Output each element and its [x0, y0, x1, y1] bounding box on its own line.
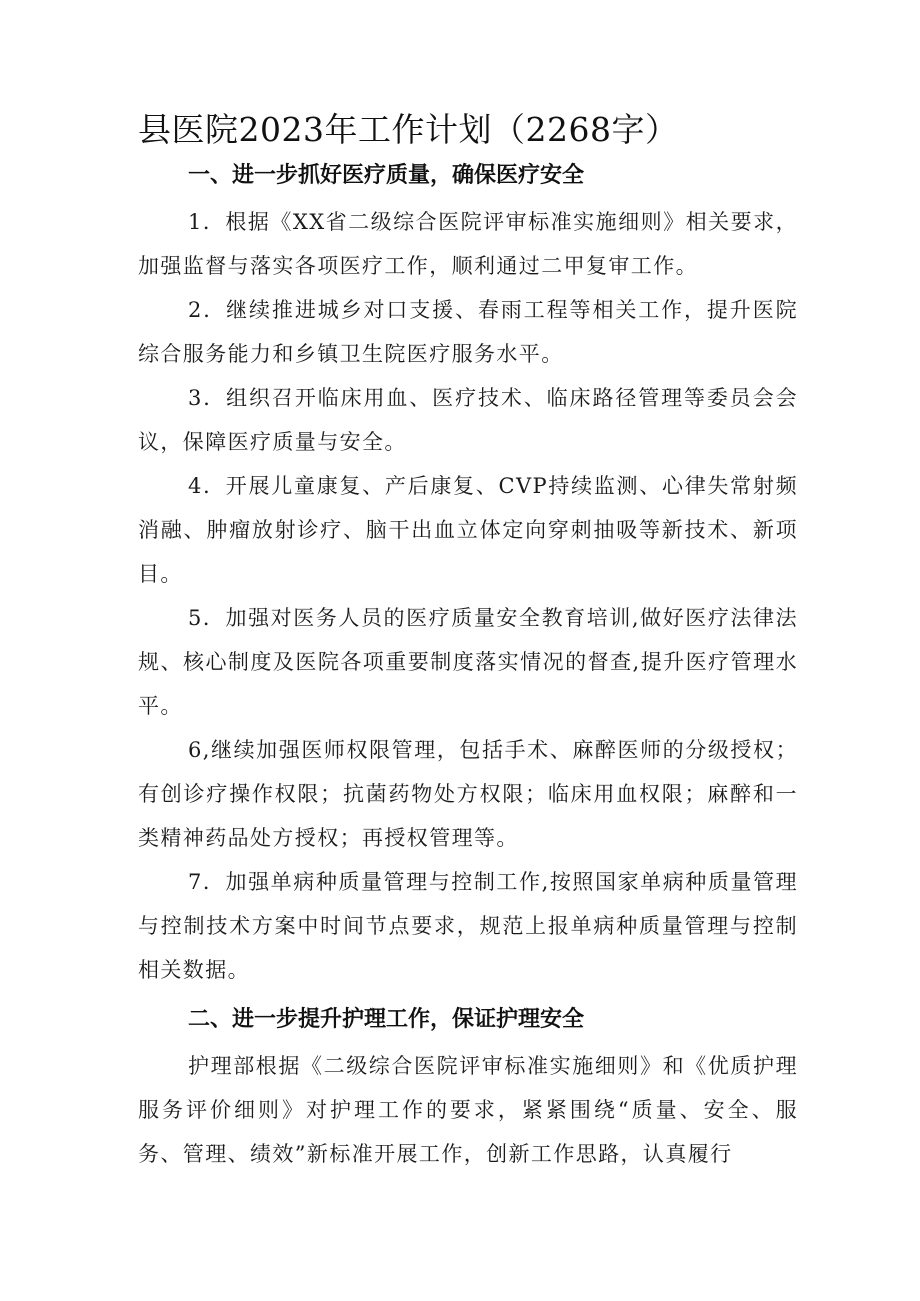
section-heading-1: 一、进一步抓好医疗质量，确保医疗安全	[188, 163, 585, 188]
paragraph-1: 1．根据《XX省二级综合医院评审标准实施细则》相关要求，加强监督与落实各项医疗工作，顺利通过二甲复审工作。	[138, 210, 798, 278]
paragraph-4: 4．开展儿童康复、产后康复、CVP持续监测、心律失常射频消融、肿瘤放射诊疗、脑干出血立体定向穿刺抽吸等新技术、新项目。	[138, 474, 798, 586]
paragraph-5: 5．加强对医务人员的医疗质量安全教育培训,做好医疗法律法规、核心制度及医院各项重要制度落实情况的督查,提升医疗管理水平。	[138, 606, 798, 718]
paragraph-3: 3．组织召开临床用血、医疗技术、临床路径管理等委员会会议，保障医疗质量与安全。	[138, 386, 798, 454]
paragraph-8: 护理部根据《二级综合医院评审标准实施细则》和《优质护理服务评价细则》对护理工作的要求，紧紧围绕“质量、安全、服务、管理、绩效”新标准开展工作，创新工作思路，认真履行	[138, 1054, 798, 1166]
document-title: 县医院2023年工作计划（2268字）	[138, 110, 679, 149]
paragraph-6: 6,继续加强医师权限管理，包括手术、麻醉医师的分级授权；有创诊疗操作权限；抗菌药物处方权限；临床用血权限；麻醉和一类精神药品处方授权；再授权管理等。	[138, 738, 798, 850]
paragraph-7: 7．加强单病种质量管理与控制工作,按照国家单病种质量管理与控制技术方案中时间节点要求，规范上报单病种质量管理与控制相关数据。	[138, 870, 798, 982]
section-heading-2: 二、进一步提升护理工作，保证护理安全	[188, 1007, 585, 1032]
paragraph-2: 2．继续推进城乡对口支援、春雨工程等相关工作，提升医院综合服务能力和乡镇卫生院医疗服务水平。	[138, 298, 798, 366]
document-body	[138, 152, 798, 1176]
